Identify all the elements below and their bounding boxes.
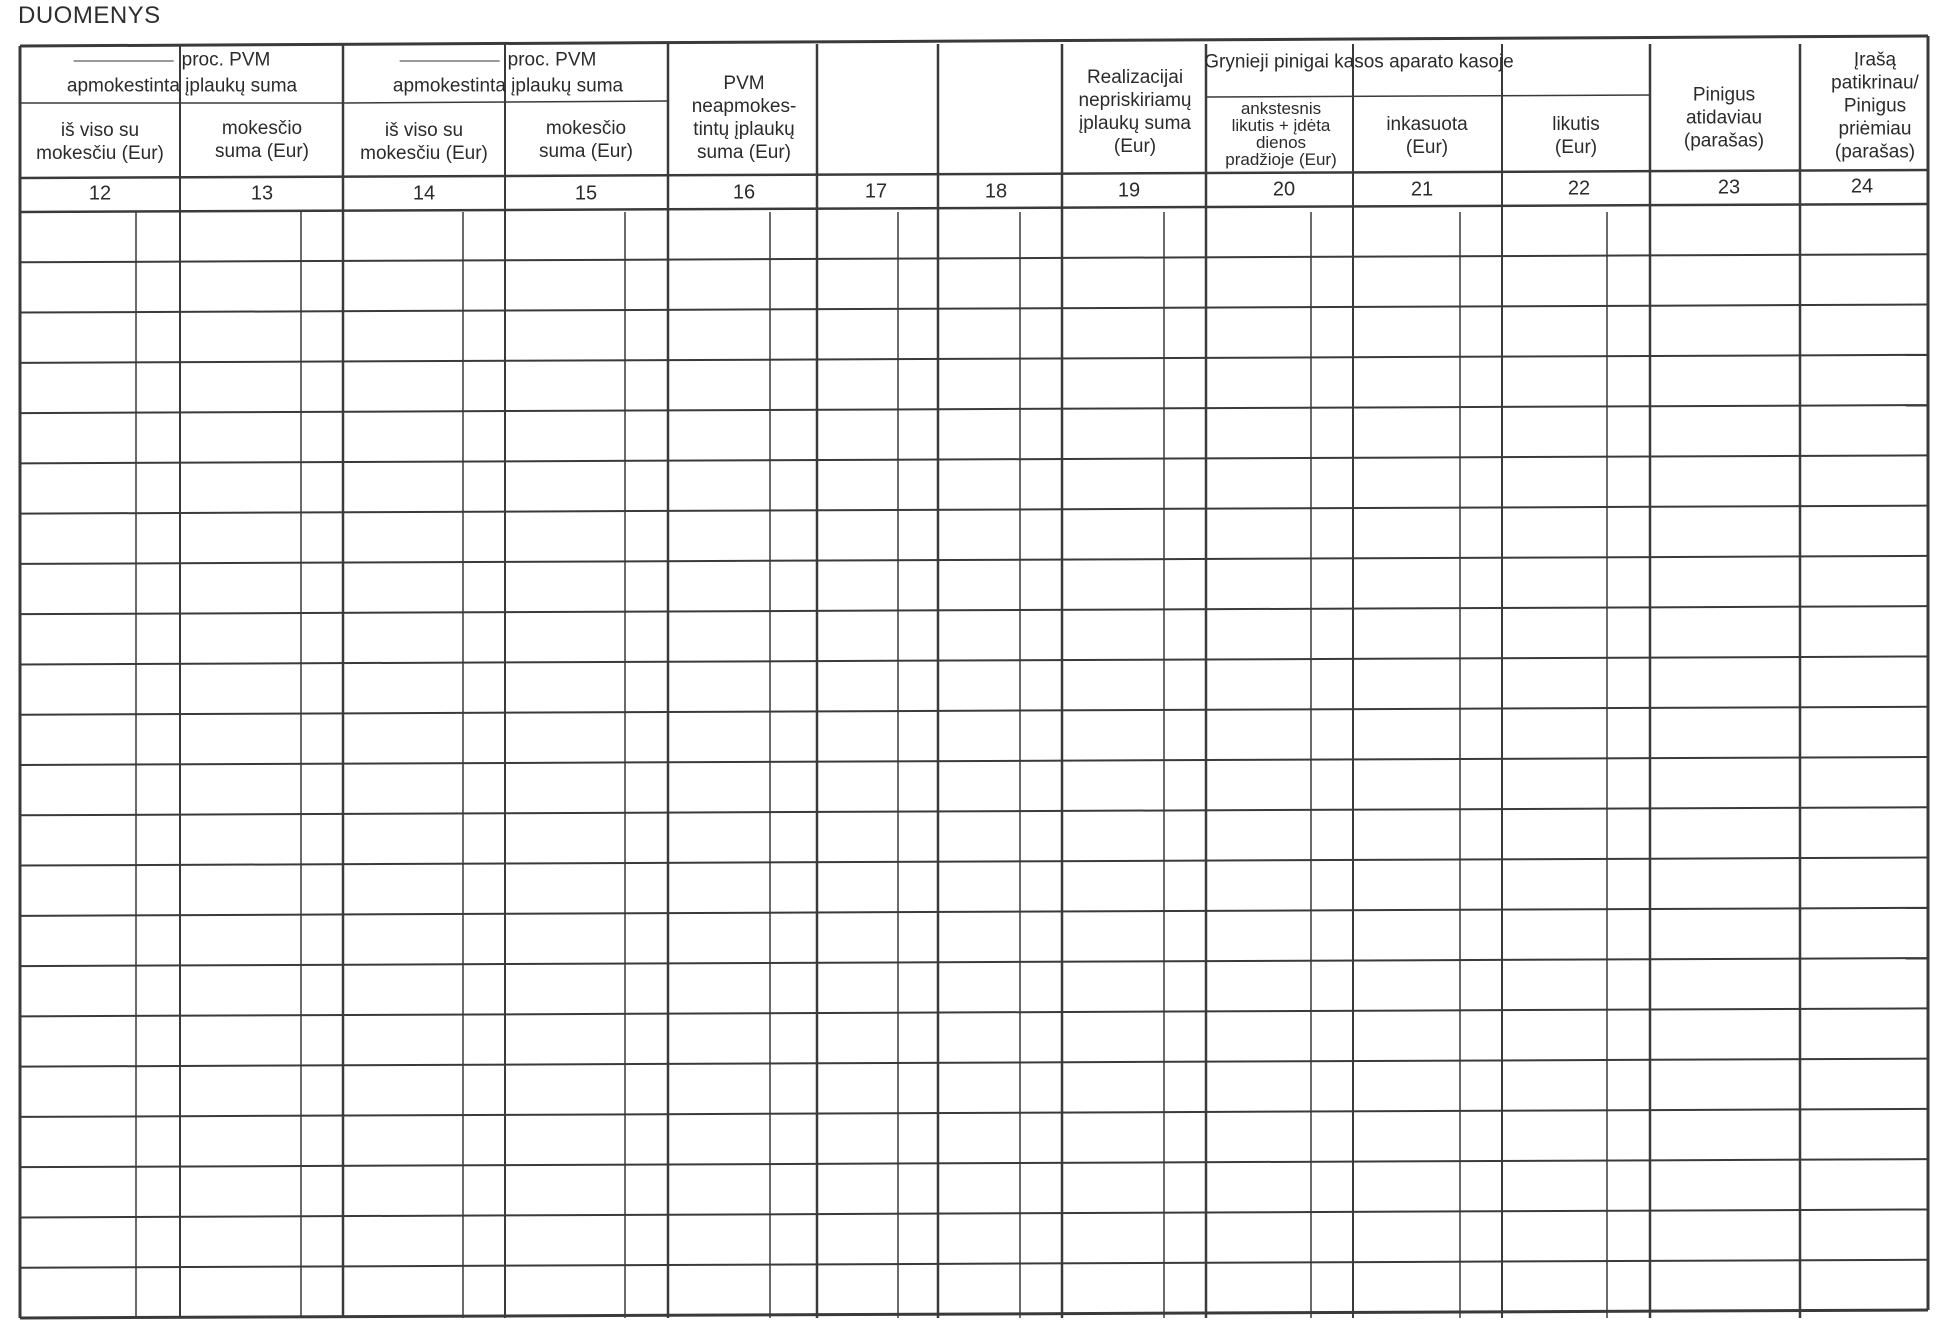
table-border-bottom	[20, 1310, 1928, 1318]
body-row-line	[20, 506, 1928, 514]
group-b-rate-line: proc. PVM	[400, 49, 597, 72]
group-b-subtitle: apmokestinta įplaukų suma	[392, 75, 624, 97]
header-col-22: likutis (Eur)	[1552, 114, 1600, 158]
body-row-line	[20, 1059, 1928, 1067]
colnum-13: 13	[250, 182, 274, 205]
header-col-14: iš viso su mokesčiu (Eur)	[360, 120, 488, 164]
group-b-divider	[343, 101, 668, 103]
body-row-line	[20, 908, 1928, 916]
colnum-18: 18	[984, 180, 1008, 203]
body-row-line	[20, 1109, 1928, 1117]
cash-group-header: Grynieji pinigai kasos aparato kasoje	[1204, 51, 1514, 73]
header-col-13: mokesčio suma (Eur)	[215, 118, 309, 162]
body-row-line	[20, 757, 1928, 765]
document-title: DUOMENYS	[18, 2, 161, 29]
body-row-line	[20, 556, 1928, 564]
header-bottom-line	[20, 170, 1928, 178]
colnum-19: 19	[1117, 179, 1141, 202]
colnum-14: 14	[412, 182, 436, 205]
colnum-23: 23	[1717, 176, 1741, 199]
colnum-16: 16	[732, 181, 756, 204]
body-row-line	[20, 1209, 1928, 1217]
body-row-line	[20, 455, 1928, 463]
body-row-line	[20, 1159, 1928, 1167]
colnum-20: 20	[1272, 178, 1296, 201]
colnum-17: 17	[864, 180, 888, 203]
body-row-line	[20, 807, 1928, 815]
body-row-line	[20, 355, 1928, 363]
header-col-21: inkasuota (Eur)	[1386, 114, 1468, 158]
body-row-line	[20, 405, 1928, 413]
header-col-15: mokesčio suma (Eur)	[539, 118, 633, 162]
header-col-16: PVM neapmokes- tintų įplaukų suma (Eur)	[691, 73, 797, 163]
body-row-line	[20, 958, 1928, 966]
header-col-12: iš viso su mokesčiu (Eur)	[36, 120, 164, 164]
colnum-24: 24	[1850, 175, 1874, 198]
header-col-19: Realizacijai nepriskiriamų įplaukų suma (Eur)	[1078, 67, 1192, 157]
group-a-rate-line: proc. PVM	[74, 49, 271, 72]
cash-group-divider	[1206, 95, 1650, 97]
colnum-21: 21	[1410, 178, 1434, 201]
colnum-22: 22	[1567, 177, 1591, 200]
body-row-line	[20, 1008, 1928, 1016]
body-row-line	[20, 1260, 1928, 1268]
rate-blank-a[interactable]	[74, 61, 174, 62]
body-row-line	[20, 656, 1928, 664]
body-row-line	[20, 305, 1928, 313]
header-col-23: Pinigus atidaviau (parašas)	[1683, 84, 1765, 152]
body-row-line	[20, 606, 1928, 614]
body-row-line	[20, 858, 1928, 866]
body-row-line	[20, 707, 1928, 715]
colnum-15: 15	[574, 182, 598, 205]
colnum-12: 12	[88, 182, 112, 205]
table-border-top	[20, 36, 1928, 46]
group-a-subtitle: apmokestinta įplaukų suma	[66, 75, 298, 97]
rate-blank-b[interactable]	[400, 61, 500, 62]
colnum-bottom-line	[20, 204, 1928, 212]
header-col-20: ankstesnis likutis + įdėta dienos pradžioje (Eur)	[1225, 99, 1337, 169]
body-row-line	[20, 254, 1928, 262]
header-col-24: Įrašą patikrinau/ Pinigus priėmiau (parašas)	[1831, 49, 1919, 163]
